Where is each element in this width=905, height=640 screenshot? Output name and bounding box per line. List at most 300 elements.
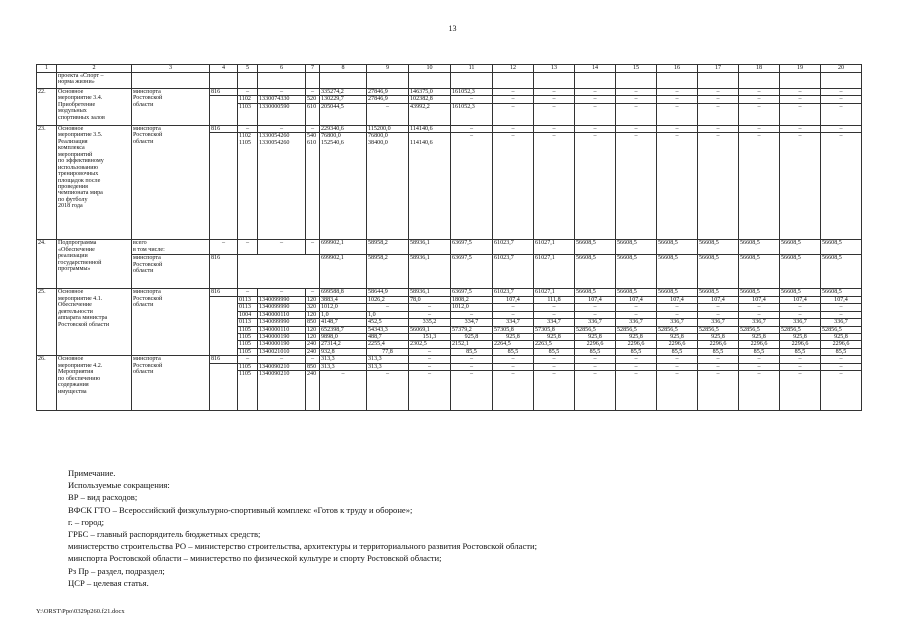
table-cell: 2296,6 [821,341,862,348]
table-cell: – [258,240,306,255]
note-line: г. – город; [68,516,105,527]
header-cell: 15 [616,65,657,73]
table-cell: 9898,0 [320,334,367,341]
table-cell: 652398,7 [320,326,367,333]
table-cell: 610 [306,140,320,240]
table-cell: 114140,6 [409,140,451,240]
table-cell: – [493,363,534,370]
table-cell: – [451,311,493,318]
header-cell: 14 [575,65,616,73]
table-cell: 107,4 [575,296,616,303]
table-cell: 52856,5 [739,326,780,333]
table-cell: 56608,5 [739,255,780,289]
table-cell: – [493,96,534,103]
table-cell: – [409,311,451,318]
row-name-cell: Основное мероприятие 4.1. Обеспечение деятельности аппарата министра Ростовской области [57,289,132,356]
table-cell: 107,4 [821,296,862,303]
table-cell: – [493,89,534,96]
table-cell: 610 [306,103,320,125]
table-cell: – [409,348,451,355]
table-cell: 1102 [238,133,258,140]
table-cell: 61027,1 [534,240,575,255]
table-cell: 61023,7 [493,289,534,296]
table-cell: 1330000590 [258,103,306,125]
table-cell: 1,0 [367,311,409,318]
table-cell: 107,4 [657,296,698,303]
grbs-cell: минспорта Ростовской области [132,289,210,356]
table-cell: – [657,363,698,370]
table-cell: 56608,5 [780,289,821,296]
table-cell: – [698,371,739,411]
table-cell: – [698,363,739,370]
note-line: ЦСР – целевая статья. [68,577,149,588]
table-cell: 56608,5 [616,240,657,255]
table-row [37,356,862,363]
header-cell: 3 [132,65,210,73]
table-cell: – [575,125,616,132]
table-cell: – [493,356,534,363]
table-row [37,240,862,255]
table-cell: 85,5 [780,348,821,355]
table-cell: 56608,5 [616,255,657,289]
notes-block [68,467,537,589]
table-cell: 1012,0 [320,304,367,311]
table-cell: 4148,7 [320,319,367,326]
grbs-cell: минспорта Ростовской области [132,356,210,411]
table-cell: 61027,1 [534,289,575,296]
table-cell: 85,5 [493,348,534,355]
table-cell: 925,8 [657,334,698,341]
page-number: 13 [448,24,457,33]
header-cell: 18 [739,65,780,73]
table-cell: – [210,240,238,255]
table-cell: – [493,304,534,311]
table-cell: 57305,8 [493,326,534,333]
table-cell: 85,5 [698,348,739,355]
table-cell: 488,7 [367,334,409,341]
header-cell: 8 [320,65,367,73]
header-cell: 2 [57,65,132,73]
header-cell: 5 [238,65,258,73]
table-cell: 3883,4 [320,296,367,303]
table-cell: 1808,2 [451,296,493,303]
table-cell: 85,5 [657,348,698,355]
table-cell: – [320,371,367,411]
table-cell: 2296,6 [698,341,739,348]
table-cell: 1340000190 [258,341,306,348]
table-cell: – [698,356,739,363]
table-cell: – [780,311,821,318]
table-cell: 334,7 [534,319,575,326]
note-line: министерство строительства РО – министерство строительства, архитектуры и территориального развития Ростовской области; [68,541,537,552]
table-cell: 850 [306,363,320,370]
table-cell: 1330074330 [258,96,306,103]
table-cell: 699902,1 [320,255,367,289]
table-cell: – [780,304,821,311]
note-line: Примечание. [68,468,116,478]
table-cell: – [534,363,575,370]
grbs-cell: минспорта Ростовской области [132,255,210,289]
table-cell: 58958,2 [367,240,409,255]
table-row [37,125,862,132]
table-cell: 336,7 [616,319,657,326]
table-cell: 1012,0 [451,304,493,311]
table-cell: 56608,5 [657,240,698,255]
table-cell: – [657,304,698,311]
table-cell: – [493,125,534,132]
table-cell: – [739,89,780,96]
table-cell: – [534,103,575,125]
table-cell: – [409,371,451,411]
table-cell: – [451,363,493,370]
table-cell: 520 [306,96,320,103]
table-cell: – [657,89,698,96]
table-cell: – [493,371,534,411]
table-cell: 1105 [238,140,258,240]
table-cell: 1330054260 [258,140,306,240]
row-number: 24. [37,240,57,289]
row-name-cell: проекта «Спорт – норма жизни» [57,73,132,89]
table-cell: 313,3 [320,363,367,370]
table-cell: 240 [306,348,320,355]
table-cell: 1340000110 [258,326,306,333]
note-line: Рз Пр – раздел, подраздел; [68,565,165,576]
table-cell: – [534,89,575,96]
table-cell: – [451,371,493,411]
table-cell: 1105 [238,341,258,348]
table-cell: – [739,96,780,103]
table-cell: 336,7 [821,319,862,326]
table-cell: – [821,89,862,96]
table-cell: – [780,96,821,103]
table-cell: – [367,371,409,411]
table-cell: – [575,96,616,103]
table-cell: 76800,0 [320,133,367,140]
table-cell: 111,8 [534,296,575,303]
table-cell: 107,4 [493,296,534,303]
table-cell: 56608,5 [739,240,780,255]
table-cell: 336,7 [657,319,698,326]
table-cell: 932,8 [320,348,367,355]
table-cell: 925,8 [534,334,575,341]
table-cell: – [821,96,862,103]
table-cell: – [575,304,616,311]
table-cell: 240 [306,341,320,348]
table-cell: – [575,311,616,318]
table-cell: 120 [306,311,320,318]
table-cell: 2152,1 [451,341,493,348]
table-cell: – [493,103,534,125]
table-row [37,289,862,296]
table-cell: 320 [306,304,320,311]
table-cell: 58958,2 [367,255,409,289]
table-cell: – [534,371,575,411]
table-cell: 336,7 [780,319,821,326]
table-cell: 1102 [238,96,258,103]
table-cell: 107,4 [616,296,657,303]
table-cell: – [616,356,657,363]
table-cell: 115200,0 [367,125,409,132]
table-cell: 2296,6 [575,341,616,348]
table-cell: – [698,89,739,96]
table-cell: 699902,1 [320,240,367,255]
table-cell: – [657,371,698,411]
table-cell: – [739,363,780,370]
table-cell: 229340,6 [320,125,367,132]
table-cell: – [306,240,320,255]
table-cell: 56608,5 [821,240,862,255]
table-cell: 85,5 [534,348,575,355]
table-cell: 56608,5 [575,289,616,296]
table-cell: – [238,240,258,255]
table-cell: 85,5 [616,348,657,355]
note-line: Используемые сокращения: [68,480,170,491]
table-cell [409,133,451,140]
table-cell: 107,4 [698,296,739,303]
table-cell: – [575,133,616,240]
table-cell: – [238,125,258,132]
header-cell: 4 [210,65,238,73]
table-cell: 2296,6 [657,341,698,348]
table-cell: 38400,0 [367,140,409,240]
table-cell: 1340021010 [258,348,306,355]
table-cell: – [534,133,575,240]
table-cell: 2264,5 [493,341,534,348]
table-cell: – [575,356,616,363]
table-cell: – [698,304,739,311]
table-cell: – [493,133,534,240]
table-cell: 78,0 [409,296,451,303]
table-cell: 0113 [238,304,258,311]
table-cell: – [780,356,821,363]
table-cell: – [821,304,862,311]
table-cell: – [739,125,780,132]
row-name-cell: Основное мероприятие 3.5. Реализация комплекса мероприятий по эффективному использованию тренировочных площадок после проведения чемпионата мира по футболу 2018 года [57,125,132,239]
table-cell: 925,8 [739,334,780,341]
table-cell: 57379,2 [451,326,493,333]
table-cell: 2296,6 [739,341,780,348]
table-cell: 120 [306,326,320,333]
table-cell: – [616,103,657,125]
table-cell: 816 [210,89,238,96]
table-cell: 52856,5 [657,326,698,333]
table-cell: – [821,363,862,370]
table-cell: 107,4 [780,296,821,303]
table-cell: 336,7 [698,319,739,326]
table-cell: – [821,356,862,363]
table-cell: 1340099990 [258,304,306,311]
table-cell: 56608,5 [657,289,698,296]
table-cell: 27314,2 [320,341,367,348]
table-cell: 1340099990 [258,296,306,303]
table-cell: 1340090210 [258,363,306,370]
table-cell: – [534,356,575,363]
table-cell: – [616,133,657,240]
table-cell: 27846,9 [367,89,409,96]
table-cell: 816 [210,255,238,289]
note-line: ВР – вид расходов; [68,492,138,503]
table-cell: – [451,356,493,363]
table-cell: – [258,289,306,296]
table-cell: 1105 [238,326,258,333]
table-cell: 1340000190 [258,334,306,341]
table-cell: – [258,356,306,363]
table-cell: – [780,133,821,240]
table-cell: 56608,5 [821,289,862,296]
table-cell: – [739,311,780,318]
table-cell: 27846,9 [367,96,409,103]
table-cell: – [616,371,657,411]
table-cell: – [534,125,575,132]
table-cell: 114140,6 [409,125,451,132]
table-cell: 85,5 [821,348,862,355]
table-cell: 151,3 [409,334,451,341]
header-cell: 19 [780,65,821,73]
table-cell: – [409,363,451,370]
table-cell: 334,7 [451,319,493,326]
table-cell: – [616,363,657,370]
table-cell: 313,3 [320,356,367,363]
table-cell: – [821,371,862,411]
table-cell: – [534,96,575,103]
table-cell: 925,8 [575,334,616,341]
table-cell: 63697,5 [451,255,493,289]
table-cell: 161052,3 [451,89,493,96]
table-cell: – [367,103,409,125]
row-name-cell: Основное мероприятие 4.2. Мероприятия по обеспечению содержания имущества [57,356,132,411]
table-cell: 58936,1 [409,255,451,289]
table-cell: 56608,5 [698,240,739,255]
table-cell: 2263,5 [534,341,575,348]
header-cell: 7 [306,65,320,73]
table-cell: 56608,5 [780,255,821,289]
header-cell: 20 [821,65,862,73]
table-cell: 205044,5 [320,103,367,125]
table-cell: 146375,0 [409,89,451,96]
note-line: минспорта Ростовской области – министерство по физической культуре и спорту Ростовской области; [68,553,442,564]
table-row [37,73,862,89]
header-row [37,65,862,73]
table-cell: – [616,311,657,318]
table-cell: – [780,103,821,125]
header-cell: 9 [367,65,409,73]
table-cell: 335,2 [409,319,451,326]
table-cell: 52856,5 [821,326,862,333]
table-cell: 816 [210,356,238,363]
table-cell: 1340000110 [258,311,306,318]
table-cell: – [739,356,780,363]
table-cell: 52856,5 [780,326,821,333]
table-cell: – [409,304,451,311]
table-cell: 56608,5 [698,289,739,296]
grbs-cell: минспорта Ростовской области [132,125,210,239]
table-cell: – [575,371,616,411]
table-cell: – [616,96,657,103]
table-cell: – [367,304,409,311]
table-cell: 56608,5 [575,240,616,255]
table-cell: 1,0 [320,311,367,318]
table-cell: 925,8 [780,334,821,341]
table-cell: – [657,96,698,103]
table-cell: 925,8 [493,334,534,341]
table-cell: 540 [306,133,320,140]
header-cell: 17 [698,65,739,73]
table-cell: 335274,2 [320,89,367,96]
table-cell: – [451,96,493,103]
note-line: ВФСК ГТО – Всероссийский физкультурно-спортивный комплекс «Готов к труду и обороне»; [68,504,413,515]
table-row [37,255,862,289]
table-cell: 925,8 [821,334,862,341]
table-cell: 0113 [238,296,258,303]
table-cell: – [780,371,821,411]
grbs-cell: всего в том числе: [132,240,210,255]
table-cell: – [698,125,739,132]
budget-table [36,64,862,411]
table-cell: 56608,5 [821,255,862,289]
table-cell: 56608,5 [657,255,698,289]
table-cell: 336,7 [575,319,616,326]
header-cell: 6 [258,65,306,73]
table-cell: 1330054260 [258,133,306,140]
table-cell: 102382,8 [409,96,451,103]
table-cell: 85,5 [739,348,780,355]
table-cell: – [238,356,258,363]
table-cell: – [534,311,575,318]
table-cell: 240 [306,371,320,411]
table-cell: 56608,5 [739,289,780,296]
table-cell: 1105 [238,371,258,411]
table-cell: 56608,5 [616,289,657,296]
table-cell: – [821,125,862,132]
table-cell: – [698,133,739,240]
table-cell: 2302,5 [409,341,451,348]
header-cell: 13 [534,65,575,73]
table-cell: 2255,4 [367,341,409,348]
header-cell: 11 [451,65,493,73]
table-cell: – [616,304,657,311]
table-cell: – [575,89,616,96]
table-cell: 925,8 [616,334,657,341]
table-cell: – [616,89,657,96]
table-cell: – [780,363,821,370]
table-cell: – [534,304,575,311]
table-cell: 120 [306,296,320,303]
table-cell: – [575,363,616,370]
table-cell: – [575,103,616,125]
table-cell: 54343,3 [367,326,409,333]
table-cell: – [258,125,306,132]
table-cell: 77,8 [367,348,409,355]
table-cell: – [821,103,862,125]
row-number: 22. [37,89,57,126]
row-number: 23. [37,125,57,239]
table-cell: 56608,5 [698,255,739,289]
table-cell: 76800,0 [367,133,409,140]
table-cell: – [306,356,320,363]
row-number: 25. [37,289,57,356]
table-cell: 1004 [238,311,258,318]
table-cell: 699588,8 [320,289,367,296]
table-cell: 2296,6 [616,341,657,348]
row-number: 26. [37,356,57,411]
header-cell: 16 [657,65,698,73]
table-cell: 850 [306,319,320,326]
table-cell: – [657,133,698,240]
table-cell: 58936,1 [409,240,451,255]
table-cell: – [780,125,821,132]
table-cell: 925,8 [698,334,739,341]
table-cell: 816 [210,125,238,132]
